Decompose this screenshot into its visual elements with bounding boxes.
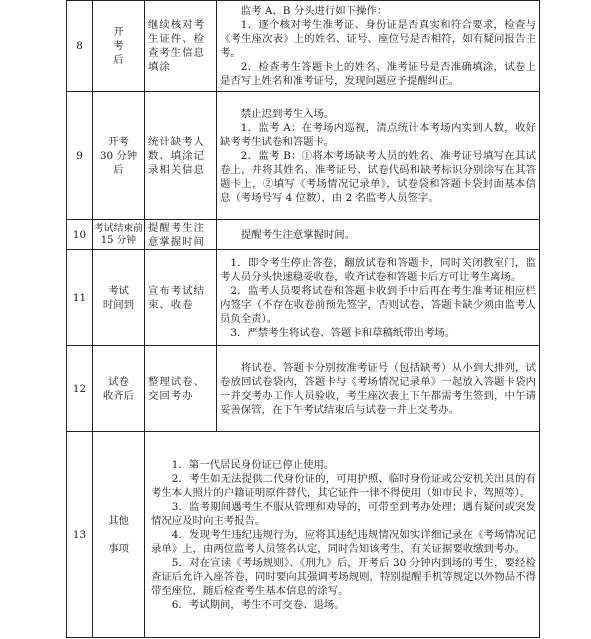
row-number: 10 bbox=[67, 220, 93, 250]
stage-cell: 开 考 后 bbox=[93, 1, 145, 92]
task-cell: 继续核对考生证件、检查考生信息填涂 bbox=[145, 1, 217, 92]
detail-cell: 监考 A、B 分头进行如下操作： 1．逐个核对考生准考证、身份证是否真实和符合要求，检查与《考生座次表》上的姓名、证号、座位号是否相符，如有疑问报告主考。 2．检查考生答题卡上的姓名、准考证号是否准确填涂，试卷上是否写上姓名和准考证号，发现问题应予提醒纠正。 bbox=[217, 1, 540, 92]
row-number: 8 bbox=[67, 1, 93, 92]
detail-cell: 提醒考生注意掌握时间。 bbox=[217, 220, 540, 250]
detail-cell: 1．即令考生停止答卷，翻放试卷和答题卡，同时关闭教室门，监考人员分头快速稳妥收卷，收齐试卷和答题卡后方可让考生离场。 2．监考人员要将试卷和答题卡收到手中后再在考生准考证相应栏内签字（不存在收卷前预先签字，否则试卷、答题卡缺少须由监考人员负全责）。 3．严禁考生将试卷、答题卡和草稿纸带出考场。 bbox=[217, 250, 540, 346]
table-row bbox=[67, 432, 540, 638]
row-number: 12 bbox=[67, 346, 93, 432]
row-number: 9 bbox=[67, 92, 93, 220]
task-cell: 统计缺考人数、填涂记录相关信息 bbox=[145, 92, 217, 220]
detail-cell: 1．第一代居民身份证已停止使用。 2．考生如无法提供二代身份证的，可用护照、临时身份证或公安机关出具的有考生本人照片的户籍证明原件替代，其它证件一律不得使用（如市民卡、驾照等）。 3．监考期间遇考生不服从管理和劝导的，可带至到考办处理；遇有疑问或突发情况应及时向主考报告。 4．发现考生违纪违规行为，应将其违纪违规情况如实详细记录在《考场情况记录单》上，由两位监考人员签名认定，同时告知该考生，有关证据要收缴到考办。 5．对在宣读《考场规则》、《刑九》后，开考后 30 分钟内到场的考生，要经检查证后允许入座答卷，同时要向其强调考场规则，特别提醒手机等规定以外物品不得带至座位，随后检查考生基本信息的涂写。 6．考试期间，考生不可交卷、退场。 bbox=[145, 432, 540, 638]
stage-cell: 开考 30 分钟后 bbox=[93, 92, 145, 220]
stage-cell: 考试结束前 15 分钟 bbox=[93, 220, 145, 250]
table-row bbox=[67, 250, 540, 346]
detail-cell: 将试卷、答题卡分别按准考证号（包括缺考）从小到大排列，试卷放回试卷袋内，答题卡与《考场情况记录单》一起放入答题卡袋内一并交考办工作人员验收，考生座次表上下午都需考生签到，中午请妥善保管，在下午考试结束后与试卷一并上交考办。 bbox=[217, 346, 540, 432]
table-row bbox=[67, 220, 540, 250]
row-number: 13 bbox=[67, 432, 93, 638]
task-cell: 提醒考生注意掌握时间 bbox=[145, 220, 217, 250]
task-cell: 宣布考试结束、收卷 bbox=[145, 250, 217, 346]
exam-procedure-table bbox=[66, 0, 540, 638]
stage-cell: 其他 事项 bbox=[93, 432, 145, 638]
detail-cell: 禁止迟到考生入场。 1．监考 A：在考场内巡视，清点统计本考场内实到人数，收好缺考考生试卷和答题卡。 2．监考 B：①将本考场缺考人员的姓名、准考证号填写在其试卷上，并将其姓名、准考证号、试卷代码和缺考标识分别涂写在其答题卡上，②填写《考场情况记录单》，试卷袋和答题卡袋封面基本信息（考场号写 4 位数），由 2 名监考人员签字。 bbox=[217, 92, 540, 220]
row-number: 11 bbox=[67, 250, 93, 346]
stage-cell: 试卷 收齐后 bbox=[93, 346, 145, 432]
table-row bbox=[67, 92, 540, 220]
stage-cell: 考试 时间到 bbox=[93, 250, 145, 346]
table-row bbox=[67, 346, 540, 432]
task-cell: 整理试卷、交回考办 bbox=[145, 346, 217, 432]
table-row bbox=[67, 1, 540, 92]
